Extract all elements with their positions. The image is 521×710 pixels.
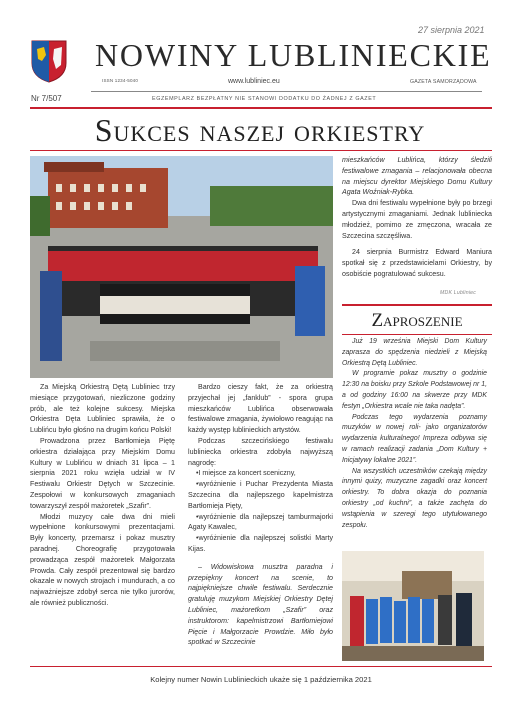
sidebar-rule-bottom [342, 334, 492, 335]
publisher-type: GAZETA SAMORZĄDOWA [410, 79, 477, 85]
issn: ISSN 1234-5040 [102, 78, 139, 83]
list-item: • wyróżnienie dla najlepszej solistki Marty Kijas. [188, 533, 333, 555]
list-item: • wyróżnienie i Puchar Prezydenta Miasta Szczecina dla najlepszego kapelmistrza Bartłomieja Pięty, [188, 479, 333, 511]
headline: Sukces naszej orkiestry [94, 112, 426, 148]
website-link[interactable]: www.lubliniec.eu [228, 78, 280, 85]
paragraph: mieszkańców Lublińca, którzy śledzili festiwalowe zmagania – relacjonowała obecna na miejscu dyrektor Miejskiego Domu Kultury Agata Woźniak-Rybka. [342, 156, 492, 197]
paragraph: Prowadzona przez Bartłomieja Piętę orkiestra działająca przy Miejskim Domu Kultury w Lublińcu w dniach 31 lipca – 1 sierpnia 2021 roku wzięła udział w IV Festiwalu Orkiestr Dętych w Szczecinie. Zespołowi w konkursowych zmaganiach towarzyszył zespół mażoretek „Szafir”. [30, 436, 175, 510]
sidebar-rule-top [342, 304, 492, 306]
paragraph: Już 19 września Miejski Dom Kultury zaprasza do spędzenia niedzieli z Miejską Orkiestrą Dętą Lubliniec. [342, 338, 487, 367]
paragraph: 24 sierpnia Burmistrz Edward Maniura spotkał się z przedstawicielami Orkiestry, by osobiście pogratulować sukcesu. [342, 248, 492, 278]
orchestra-photo [30, 156, 333, 378]
article-column-1 [30, 382, 175, 609]
list-item: • wyróżnienie dla najlepszej tamburmajorki Agaty Kawalec, [188, 512, 333, 534]
paragraph: W programie pokaz musztry o godzinie 12:30 na boisku przy Szkole Podstawowej nr 1, a od godziny 16:00 na skwerze przy MDK festyn „Orkiestra wcale nie taka nadęta”. [342, 370, 487, 410]
photo-credit: MDK Lubliniec [440, 290, 477, 296]
coat-of-arms-logo [30, 39, 68, 83]
paragraph: Za Miejską Orkiestrą Dętą Lubliniec trzy miesiące przygotowań, niezliczone godziny prób, ale też kolejne sukcesy. Miejska Orkiestra Dęta Lubliniec sprawiła, że o Lublińcu było głośno na drugim końcu Polski! [30, 383, 175, 435]
article-column-3 [342, 155, 492, 280]
issue-date: 27 sierpnia 2021 [418, 25, 485, 35]
paragraph: Młodzi muzycy całe dwa dni mieli wypełnione konkursowymi prezentacjami. Były koncerty, przemarsz i pokaz musztry paradnej. Choreografię przygotowała prowadząca zespół mażoretek Małgorzata Prowda. Cały zespół prezentował się bardzo okazale w nowych strojach i mundurach, a co najważniejsze zdobył serca nie tylko jurorów, ale również publiczności. [30, 512, 175, 607]
sidebar-text [342, 337, 487, 531]
headline-rule-top [30, 107, 492, 109]
paragraph: Na wszystkich uczestników czekają między innymi quizy, muzyczne zagadki oraz koncert orkiestry. To dobra okazja do poznania orkiestry „od kuchni”, a także zachęta do wstąpienia w szeregi tego utytułowanego zespołu. [342, 467, 487, 529]
paragraph: Bardzo cieszy fakt, że za orkiestrą przyjechał jej „fanklub” - spora grupa mieszkańców Lublińca obserwowała festiwalowe zmagania, żywiołowo reagując na każdy występ lublinieckich artystów. [188, 383, 333, 435]
quote-paragraph: – Widowiskowa musztra paradna i przepiękny koncert na scenie, to najpiękniejsze chwile festiwalu. Serdecznie gratuluję muzykom Miejskiej Orkiestry Dętej Lubliniec, mażoretkom „Szafir” oraz instruktorom: kapelmistrzowi Bartłomiejowi Pięcie i Małgorzacie Prowdzie. Miło było spotkać w Szczecinie [188, 562, 333, 647]
paragraph: Dwa dni festiwalu wypełnione były po brzegi artystycznymi zmaganiami. Jednak lubliniecka młodzież, pomimo ze zmęczona, wracała ze Szczecina szczęśliwa. [342, 199, 492, 240]
issue-number: Nr 7/507 [31, 94, 62, 103]
article-column-2 [188, 382, 333, 648]
paragraph: Podczas szczecińskiego festiwalu lubliniecka orkiestra zdobyła najwyższą nagrodę: [188, 436, 333, 467]
sidebar-title: Zaproszenie [371, 310, 463, 331]
list-item: • I miejsce za koncert sceniczny, [188, 468, 333, 479]
paragraph: Podczas tego wydarzenia poznamy muzyków w nowej roli- jako organizatorów wydarzenia kulturalnego! Impreza odbywa się w ramach realizacji zadania „Dom Kultury + Inicjatywy lokalne 2021”. [342, 413, 487, 464]
newspaper-title: NOWINY LUBLINIECKIE [95, 37, 492, 73]
headline-rule-bottom [30, 150, 492, 151]
meeting-photo [342, 551, 484, 661]
awards-list [188, 468, 333, 554]
masthead-divider [91, 91, 482, 92]
next-issue-note: Kolejny numer Nowin Lublinieckich ukaże się 1 października 2021 [150, 675, 372, 684]
footer-rule [30, 666, 492, 667]
free-copy-note: EGZEMPLARZ BEZPŁATNY NIE STANOWI DODATKU DO ŻADNEJ Z GAZET [152, 96, 377, 102]
